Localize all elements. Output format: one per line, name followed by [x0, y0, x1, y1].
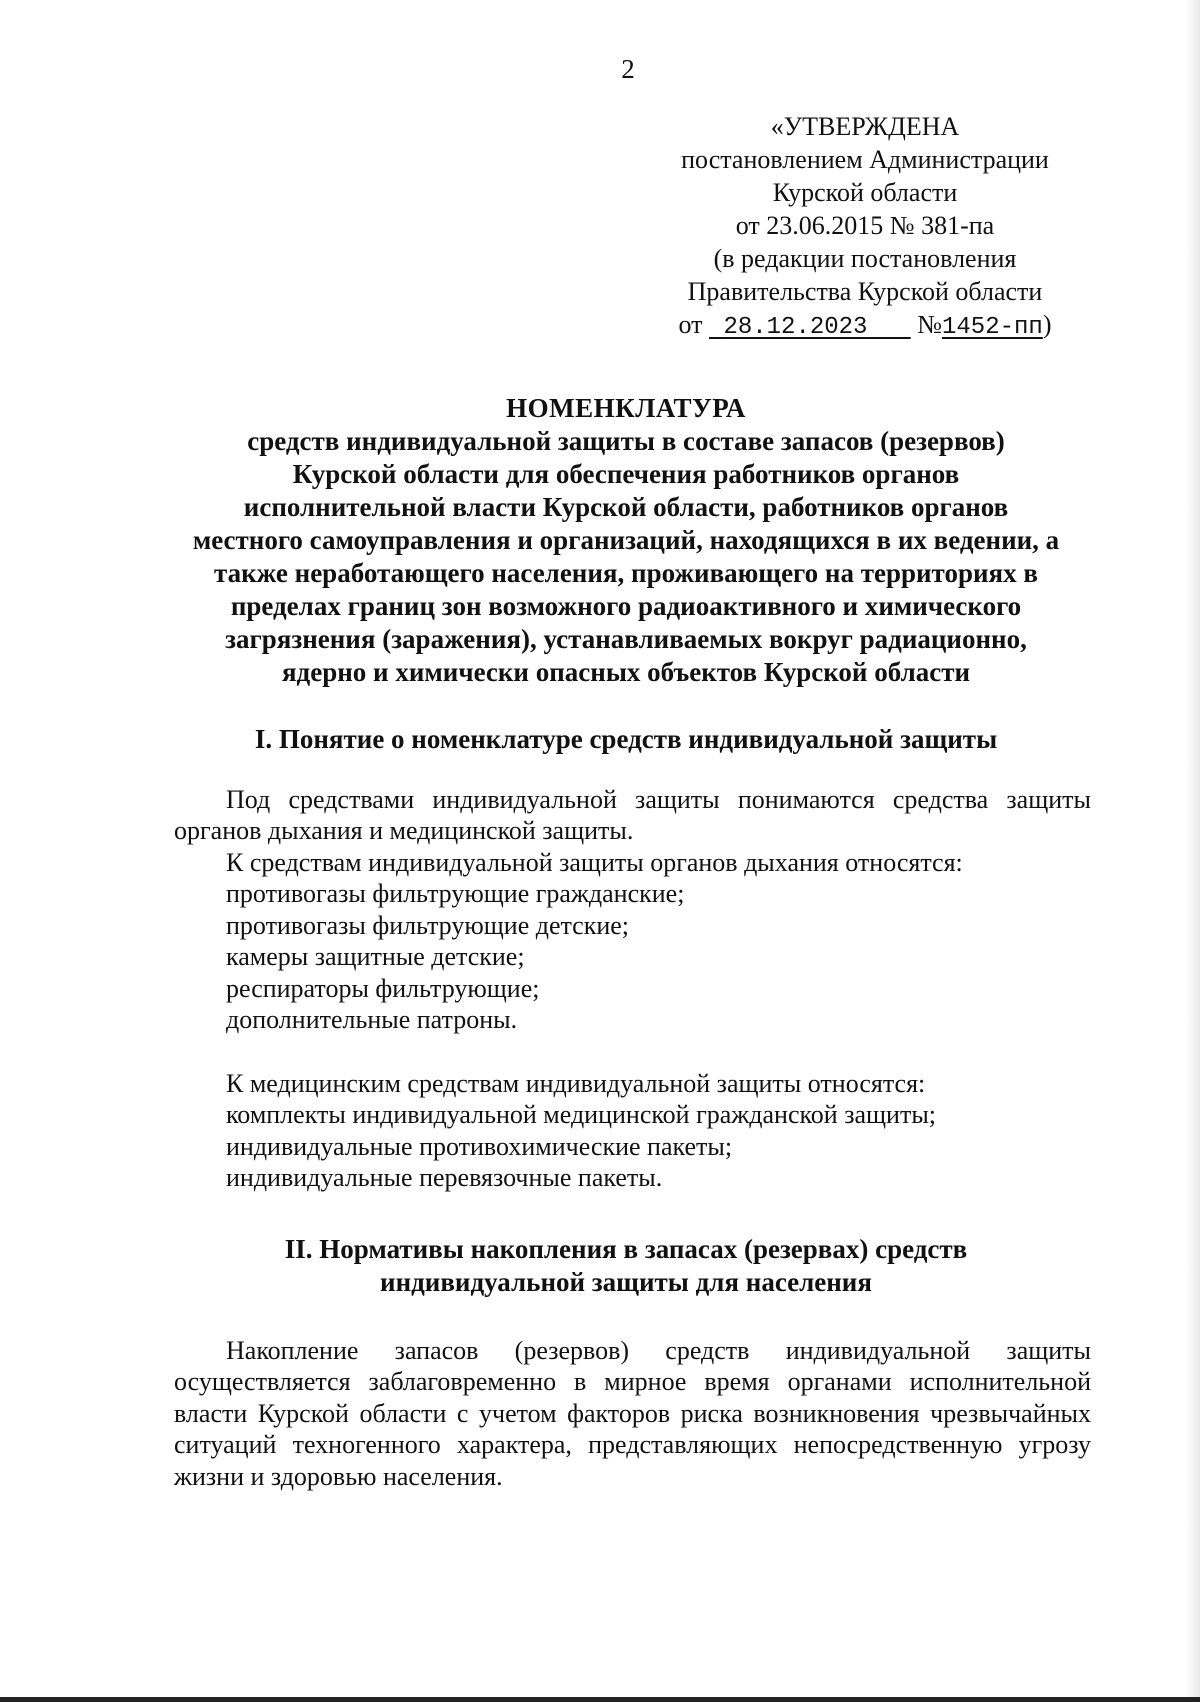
- approval-date-prefix: от: [678, 310, 703, 339]
- list-item: дополнительные патроны.: [226, 1005, 518, 1035]
- approval-line-4: от 23.06.2015 № 381-па: [735, 211, 995, 240]
- title-subtitle-line: пределах границ зон возможного радиоактивного и химического: [230, 591, 1022, 621]
- section-1-intro-paragraph: Под средствами индивидуальной защиты понимаются средства защиты органов дыхания и медицинской защиты.: [174, 785, 1091, 846]
- title-subtitle-line: загрязнения (заражения), устанавливаемых вокруг радиационно,: [225, 624, 1027, 654]
- title-main: НОМЕНКЛАТУРА: [506, 393, 746, 423]
- list-item: респираторы фильтрующие;: [226, 973, 540, 1003]
- title-subtitle-line: местного самоуправления и организаций, находящихся в их ведении, а: [192, 525, 1060, 555]
- medical-list: [174, 1068, 1091, 1194]
- medical-lead: К медицинским средствам индивидуальной защиты относятся:: [226, 1069, 926, 1098]
- section-1-heading: I. Понятие о номенклатуре средств индивидуальной защиты: [254, 724, 998, 754]
- list-item: комплекты индивидуальной медицинской гражданской защиты;: [226, 1100, 937, 1130]
- title-subtitle-line: исполнительной власти Курской области, работников органов: [243, 492, 1009, 522]
- scan-edge-shadow: [1186, 0, 1200, 1702]
- section-2-paragraph: Накопление запасов (резервов) средств индивидуальной защиты осуществляется заблаговременно в мирное время органами исполнительной власти Курской области с учетом факторов риска возникновения чрезвычайных ситуаций техногенного характера, представляющих непосредственную угрозу жизни и здоровью населения.: [174, 1336, 1091, 1491]
- approval-number-value: 1452-пп: [942, 314, 1043, 341]
- list-item: индивидуальные перевязочные пакеты.: [226, 1163, 663, 1193]
- respiratory-list: [174, 847, 1091, 1035]
- page-number: 2: [621, 54, 635, 84]
- respiratory-lead: К средствам индивидуальной защиты органов дыхания относятся:: [226, 848, 963, 877]
- approval-date-value: 28.12.2023: [723, 314, 868, 341]
- scan-bottom-edge: [0, 1697, 1200, 1702]
- title-subtitle-line: также неработающего населения, проживающего на территориях в: [214, 558, 1038, 588]
- list-item: противогазы фильтрующие гражданские;: [226, 879, 685, 909]
- list-item: противогазы фильтрующие детские;: [226, 910, 630, 940]
- approval-line-2: постановлением Администрации: [681, 145, 1049, 174]
- title-subtitle-line: средств индивидуальной защиты в составе запасов (резервов): [247, 426, 1005, 456]
- approval-closing-paren: ): [1042, 310, 1052, 339]
- approval-line-3: Курской области: [772, 178, 958, 207]
- section-2-body: [174, 1335, 1091, 1492]
- list-item: камеры защитные детские;: [226, 942, 525, 972]
- approval-number-prefix: №: [917, 310, 942, 339]
- approval-stamp: [640, 110, 1090, 344]
- approval-line-6: Правительства Курской области: [687, 277, 1043, 306]
- title-subtitle-line: Курской области для обеспечения работников органов: [292, 459, 960, 489]
- approval-line-1: «УТВЕРЖДЕНА: [770, 112, 960, 141]
- title-subtitle-line: ядерно и химически опасных объектов Курской области: [281, 657, 971, 687]
- list-item: индивидуальные противохимические пакеты;: [226, 1131, 733, 1161]
- approval-line-5: (в редакции постановления: [713, 244, 1017, 273]
- section-2-heading: II. Нормативы накопления в запасах (резервах) средств индивидуальной защиты для населения: [284, 1234, 968, 1297]
- approval-date-line: [640, 308, 1090, 344]
- section-1-intro: [174, 784, 1091, 847]
- document-title: [120, 392, 1132, 689]
